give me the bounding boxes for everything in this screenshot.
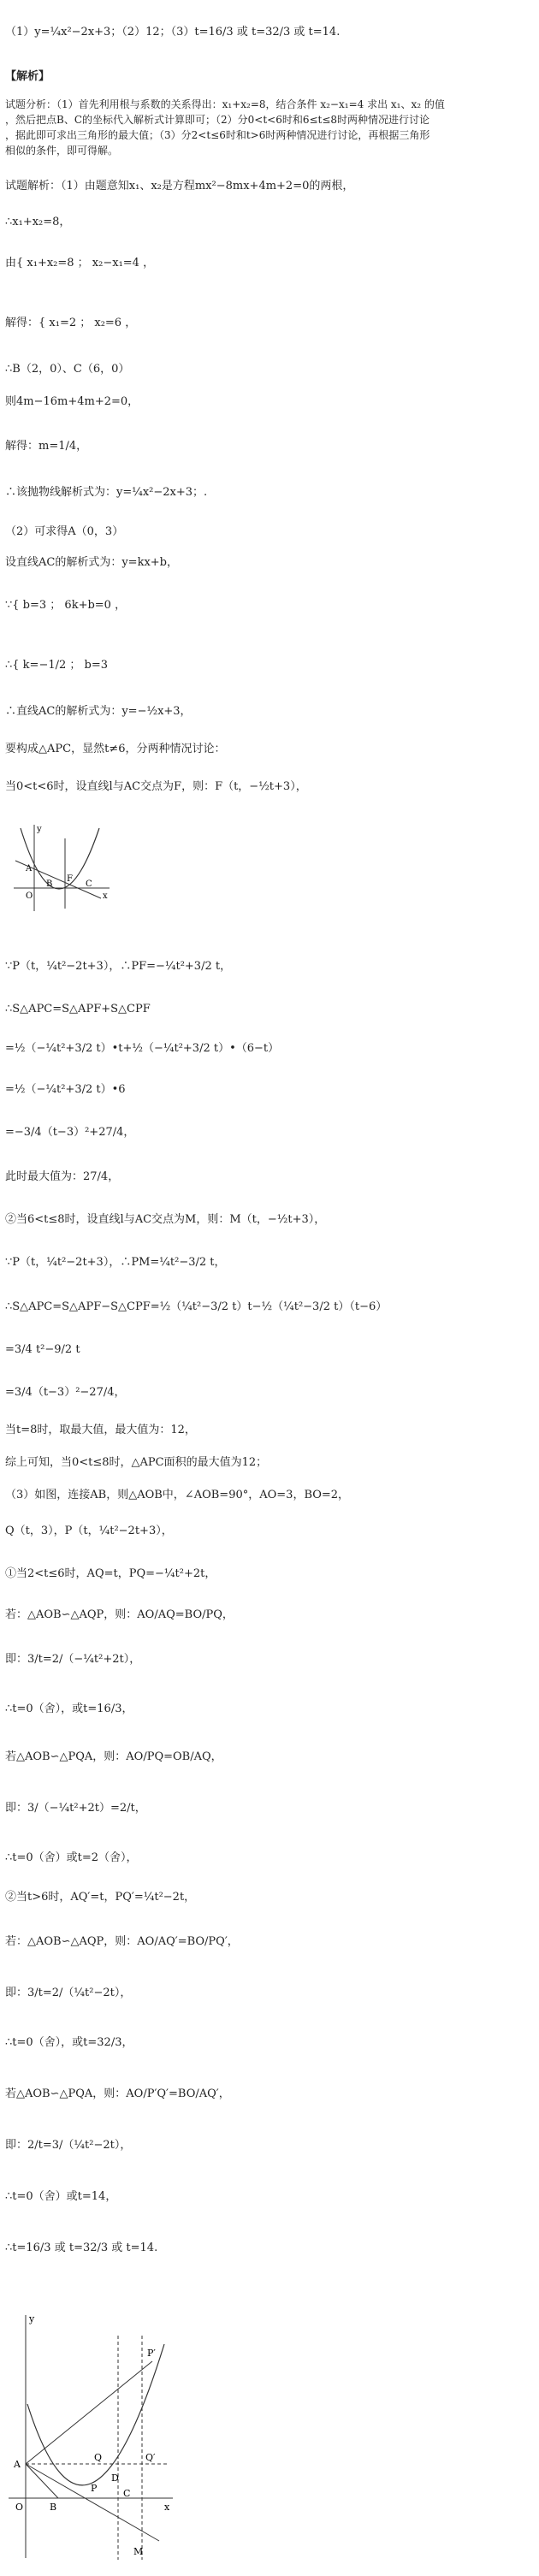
solution-line-28: 综上可知，当0<t≤8时，△APC面积的最大值为12； — [5, 1456, 268, 1469]
solution-line-23: ∵P（t，¼t²−2t+3），∴PM=¼t²−3/2 t， — [5, 1256, 226, 1269]
solution-line-3: 由{ x₁+x₂=8 ； x₂−x₁=4 ， — [5, 257, 155, 269]
solution-line-14: 要构成△APC，显然t≠6，分两种情况讨论： — [5, 743, 226, 755]
solution-line-18: =½（−¼t²+3/2 t）•t+½（−¼t²+3/2 t）•（6−t） — [5, 1042, 280, 1055]
solution-line-27: 当t=8时，取最大值，最大值为：12， — [5, 1424, 196, 1436]
solution-line-13: ∴直线AC的解析式为：y=−½x+3， — [5, 705, 192, 718]
label-y: y — [29, 2313, 35, 2324]
label-o: O — [15, 2502, 24, 2513]
segment-ab — [26, 2464, 58, 2498]
solution-line-9: （2）可求得A（0，3） — [5, 525, 124, 538]
analysis-line-2: ，然后把点B、C的坐标代入解析式计算即可；（2）分0<t<6时和6≤t≤8时两种情况进行讨论 — [5, 114, 430, 126]
parabola-figure-1 — [10, 821, 113, 915]
solution-line-40: 即：3/t=2/（¼t²−2t）， — [5, 1987, 132, 1999]
solution-line-39: 若：△AOB∽△AQP，则：AO/AQ′=BO/PQ′， — [5, 1935, 239, 1948]
solution-line-45: ∴t=16/3 或 t=32/3 或 t=14. — [5, 2241, 158, 2254]
solution-line-21: 此时最大值为：27/4， — [5, 1170, 120, 1183]
label-f: F — [67, 874, 73, 884]
solution-line-4: 解得：{ x₁=2 ； x₂=6 ， — [5, 317, 137, 329]
solution-line-1: 试题解析：（1）由题意知x₁、x₂是方程mx²−8mx+4m+2=0的两根， — [5, 180, 354, 192]
solution-line-26: =3/4（t−3）²−27/4， — [5, 1386, 126, 1399]
label-p: P — [91, 2483, 98, 2494]
label-c: C — [86, 879, 92, 889]
solution-line-5: ∴B（2，0）、C（6，0） — [5, 363, 130, 376]
solution-line-37: ∴t=0（舍）或t=2（舍）， — [5, 1851, 138, 1864]
section-heading: 【解析】 — [5, 70, 50, 83]
label-b: B — [46, 879, 53, 889]
label-y: y — [37, 825, 42, 834]
solution-line-43: 即：2/t=3/（¼t²−2t）， — [5, 2139, 132, 2152]
solution-line-36: 即：3/（−¼t²+2t）=2/t， — [5, 1802, 146, 1815]
solution-line-6: 则4m−16m+4m+2=0， — [5, 395, 139, 408]
solution-line-32: 若：△AOB∽△AQP，则：AO/AQ=BO/PQ， — [5, 1608, 234, 1621]
label-o: O — [26, 891, 33, 901]
solution-line-15: 当0<t<6时，设直线l与AC交点为F，则：F（t，−½t+3）， — [5, 780, 307, 793]
line-ac — [26, 2464, 159, 2541]
solution-line-34: ∴t=0（舍），或t=16/3， — [5, 1703, 133, 1715]
solution-line-24: ∴S△APC=S△APF−S△CPF=½（¼t²−3/2 t）t−½（¼t²−3/2 t）（t−6） — [5, 1300, 388, 1313]
label-p-prime: P′ — [147, 2348, 156, 2359]
label-d: D — [111, 2472, 119, 2484]
solution-line-44: ∴t=0（舍）或t=14， — [5, 2190, 117, 2203]
solution-line-31: ①当2<t≤6时，AQ=t，PQ=−¼t²+2t， — [5, 1567, 216, 1580]
solution-line-2: ∴x₁+x₂=8， — [5, 216, 71, 228]
label-q: Q — [94, 2452, 103, 2463]
solution-line-10: 设直线AC的解析式为：y=kx+b， — [5, 556, 178, 569]
label-a: A — [14, 2459, 21, 2470]
solution-line-30: Q（t，3），P（t，¼t²−2t+3）， — [5, 1525, 173, 1537]
solution-line-17: ∴S△APC=S△APF+S△CPF — [5, 1003, 151, 1016]
solution-line-8: ∴该抛物线解析式为：y=¼x²−2x+3；. — [5, 486, 208, 499]
solution-line-16: ∵P（t，¼t²−2t+3），∴PF=−¼t²+3/2 t， — [5, 960, 232, 973]
solution-line-29: （3）如图，连接AB，则△AOB中，∠AOB=90°，AO=3，BO=2， — [5, 1489, 350, 1501]
solution-line-12: ∴{ k=−1/2 ； b=3 — [5, 659, 109, 672]
solution-line-25: =3/4 t²−9/2 t — [5, 1343, 80, 1356]
solution-line-22: ②当6<t≤8时，设直线l与AC交点为M，则：M（t，−½t+3）， — [5, 1213, 326, 1226]
label-x: x — [103, 891, 108, 901]
analysis-line-4: 相似的条件，即可得解。 — [5, 145, 119, 157]
solution-line-20: =−3/4（t−3）²+27/4， — [5, 1126, 135, 1139]
solution-line-7: 解得：m=1/4， — [5, 440, 88, 453]
parabola-figure-2 — [5, 2310, 176, 2567]
label-q-prime: Q′ — [145, 2452, 156, 2463]
line-ap-prime — [26, 2361, 152, 2464]
parabola-curve — [27, 2344, 164, 2485]
label-m: M — [133, 2546, 144, 2557]
solution-line-11: ∵{ b=3 ； 6k+b=0 ， — [5, 599, 127, 612]
analysis-line-3: ，据此即可求出三角形的最大值；（3）分2<t≤6时和t>6时两种情况进行讨论，再根据三角形 — [5, 129, 430, 141]
answer-line: （1）y=¼x²−2x+3；（2）12；（3）t=16/3 或 t=32/3 或 t=14. — [5, 26, 341, 38]
label-b: B — [50, 2502, 57, 2513]
solution-line-33: 即：3/t=2/（−¼t²+2t）， — [5, 1653, 141, 1666]
label-a: A — [26, 864, 33, 873]
solution-line-42: 若△AOB∽△PQA，则：AO/P′Q′=BO/AQ′， — [5, 2087, 230, 2100]
analysis-line-1: 试题分析：（1）首先利用根与系数的关系得出：x₁+x₂=8，结合条件 x₂−x₁=4 求出 x₁、x₂ 的值 — [5, 98, 445, 110]
label-x: x — [164, 2502, 170, 2513]
label-c: C — [123, 2488, 131, 2499]
solution-line-38: ②当t>6时，AQ′=t，PQ′=¼t²−2t， — [5, 1891, 196, 1904]
solution-line-41: ∴t=0（舍），或t=32/3， — [5, 2036, 133, 2049]
solution-line-35: 若△AOB∽△PQA，则：AO/PQ=OB/AQ， — [5, 1750, 222, 1763]
solution-line-19: =½（−¼t²+3/2 t）•6 — [5, 1083, 126, 1096]
